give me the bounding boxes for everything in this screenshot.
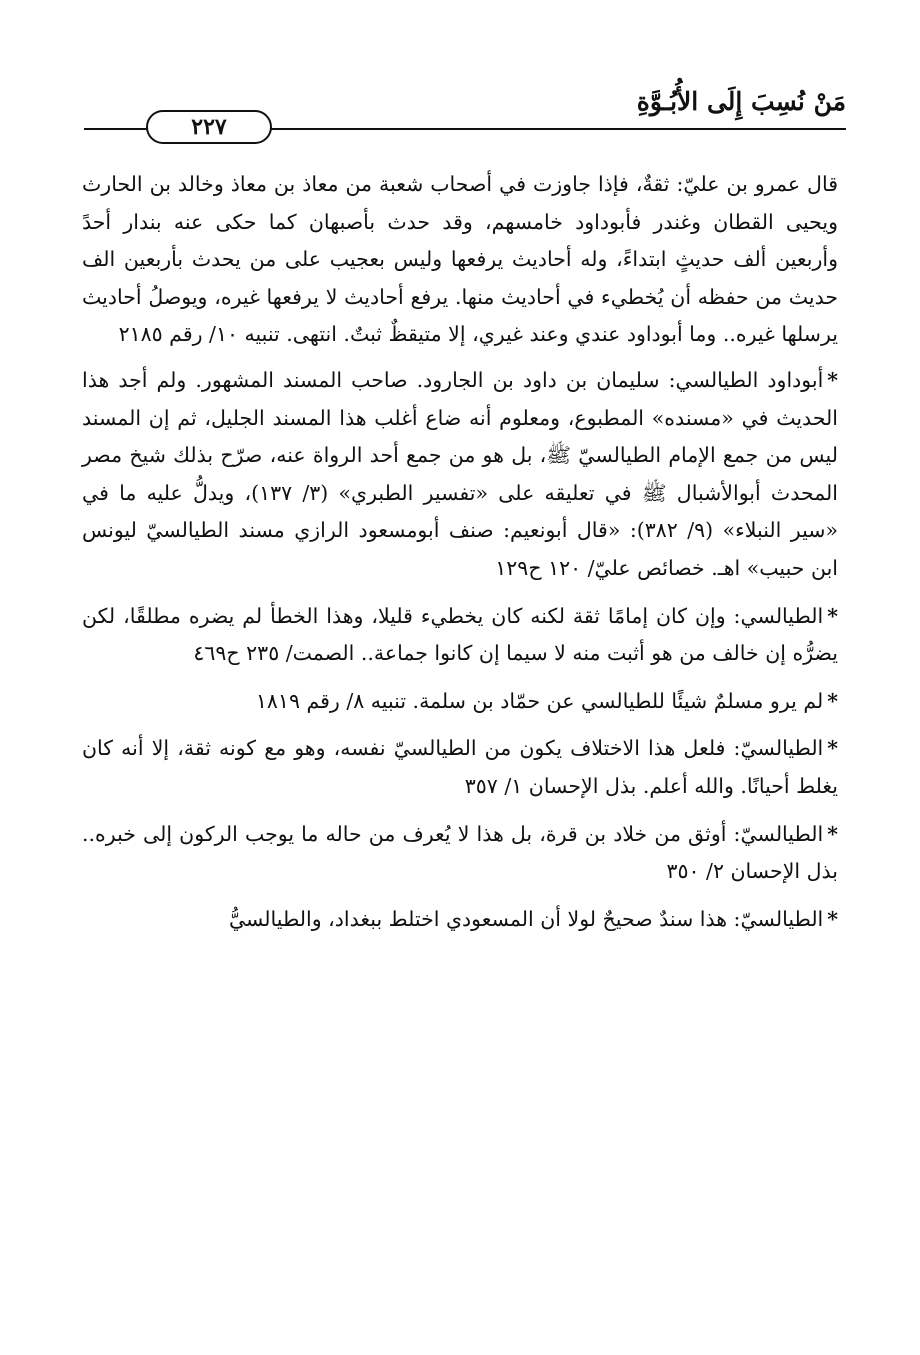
paragraph-text: الطيالسيّ: هذا سندٌ صحيحٌ لولا أن المسعودي اختلط ببغداد، والطيالسيُّ: [228, 906, 824, 931]
running-title: مَنْ نُسِبَ إِلَى الأُبُـوَّةِ: [636, 87, 846, 116]
paragraph-text: قال عمرو بن عليّ: ثقةٌ، فإذا جاوزت في أصحاب شعبة من معاذ بن معاذ وخالد بن الحارث ويحيى القطان وغندر فأبوداود خامسهم، وقد حدث بأصبهان كما حكى عنه بندار أحدً وأربعين ألف حديثٍ ابتداءً، وله أحاديث يرفعها وليس بعجيب على من يحدث بأربعين الف حديث من حفظه أن يُخطيء في أحاديث منها. يرفع أحاديث لا يرفعها غيره، ويوصلُ أحاديث يرسلها غيره.. وما أبوداود عندي وعند غيري، إلا متيقظٌ ثبتٌ. انتهى. تنبيه ١٠/ رقم ٢١٨٥: [82, 172, 838, 347]
paragraph: [82, 166, 838, 354]
bullet-star: *: [827, 736, 838, 761]
page-header: [84, 86, 846, 146]
bullet-star: *: [827, 367, 838, 392]
paragraph-text: لم يرو مسلمٌ شيئًا للطيالسي عن حمّاد بن سلمة. تنبيه ٨/ رقم ١٨١٩: [255, 688, 824, 713]
bullet-star: *: [827, 603, 838, 628]
paragraph-text: الطيالسيّ: فلعل هذا الاختلاف يكون من الطيالسيّ نفسه، وهو مع كونه ثقة، إلا أنه كان يغلط أحيانًا. والله أعلم. بذل الإحسان ١/ ٣٥٧: [82, 736, 838, 798]
paragraph: [82, 816, 838, 891]
paragraph-text: الطيالسيّ: أوثق من خلاد بن قرة، بل هذا لا يُعرف من حاله ما يوجب الركون إلى خبره.. بذل الإحسان ٢/ ٣٥٠: [82, 821, 838, 884]
bullet-star: *: [827, 821, 838, 846]
paragraph-text: أبوداود الطيالسي: سليمان بن داود بن الجارود. صاحب المسند المشهور. ولم أجد هذا الحديث في «مسنده» المطبوع، ومعلوم أنه ضاع أغلب هذا المسند الجليل، ثم إن المسند ليس من جمع الإمام الطيالسيّ ﷺ، بل هو من جمع أحد الرواة عنه، صرّح بذلك شيخ مصر المحدث أبوالأشبال ﷺ في تعليقه على «تفسير الطبري» (٣/ ١٣٧)، ويدلُّ عليه ما في «سير النبلاء» (٩/ ٣٨٢): «قال أبونعيم: صنف أبومسعود الرازي مسند الطيالسيّ ليونس ابن حبيب» اهـ. خصائص عليّ/ ١٢٠ ح١٢٩: [82, 367, 838, 580]
paragraph-text: الطيالسي: وإن كان إمامًا ثقة لكنه كان يخطيء قليلا، وهذا الخطأ لم يضره مطلقًا، لكن يضرُّه إن خالف من هو أثبت منه لا سيما إن كانوا جماعة.. الصمت/ ٢٣٥ ح٤٦٩: [82, 603, 838, 666]
paragraph: [82, 901, 838, 939]
page-number: ٢٢٧: [146, 110, 272, 144]
paragraph: [82, 598, 838, 673]
paragraph: [82, 683, 838, 721]
paragraph: [82, 362, 838, 588]
paragraph: [82, 730, 838, 805]
bullet-star: *: [827, 906, 838, 931]
page-body: [82, 166, 838, 948]
bullet-star: *: [827, 688, 838, 713]
